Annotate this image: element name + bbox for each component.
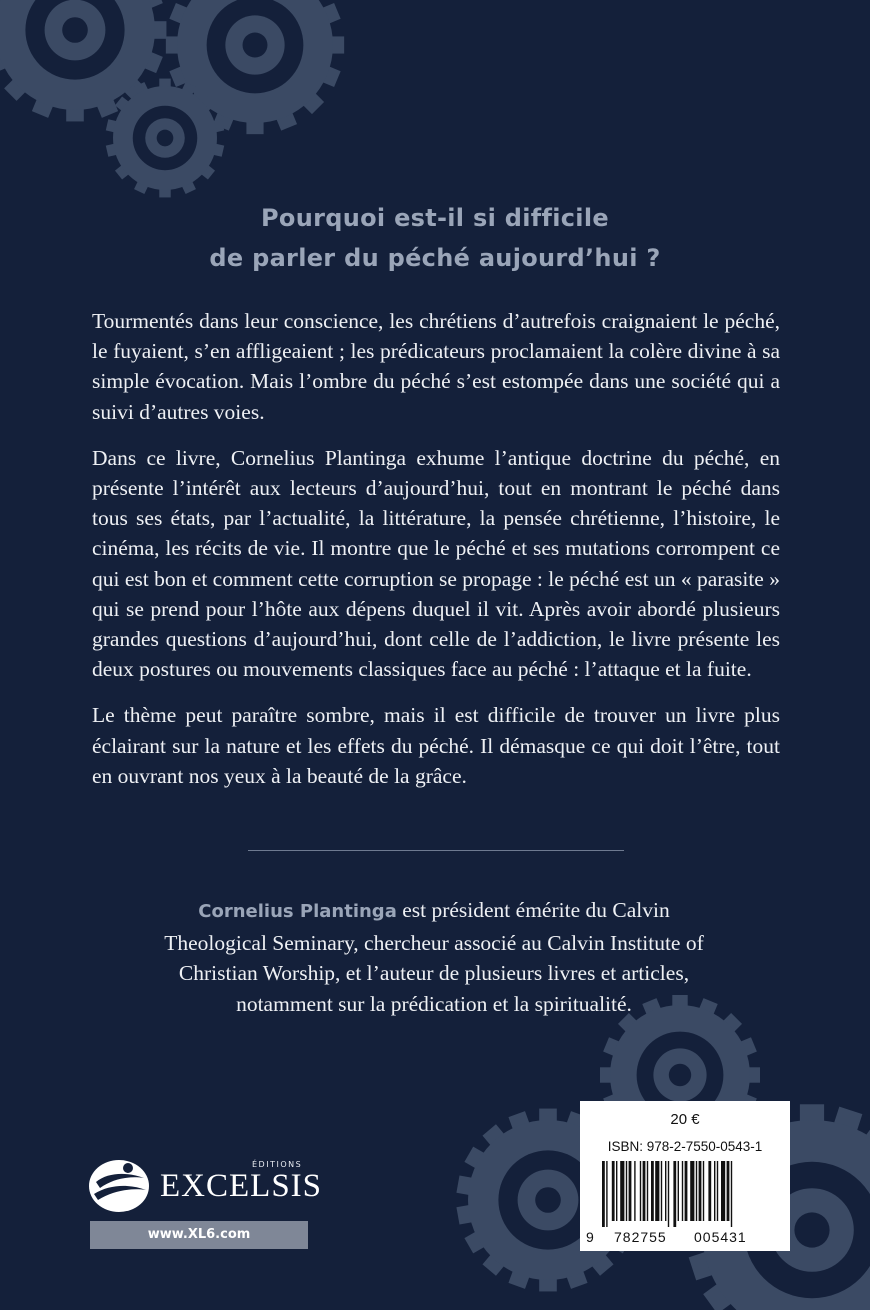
isbn: ISBN: 978-2-7550-0543-1 [607,1139,763,1154]
blurb-paragraph-3: Le thème peut paraître sombre, mais il est difficile de trouver un livre plus éclairant sur la nature et les effets du péché. Il démasque ce qui doit l’être, tout en ouvrant nos yeux à la beauté de la grâce. [92,703,780,788]
blurb [92,306,780,807]
headline-line-2: de parler du péché aujourd’hui ? [209,244,661,272]
publisher-logo [88,1158,328,1214]
barcode-digit-first: 9 [586,1229,594,1245]
divider [248,850,624,851]
publisher-small-label: ÉDITIONS [252,1160,303,1169]
publisher-logo-icon [88,1158,150,1214]
publisher-url[interactable]: www.XL6.com [90,1221,308,1249]
publisher-name: EXCELSIS [160,1168,323,1204]
blurb-paragraph-2: Dans ce livre, Cornelius Plantinga exhume l’antique doctrine du péché, en présente l’intérêt aux lecteurs d’aujourd’hui, tout en montrant le péché dans tous ses états, par l’actualité, la littérature, la pensée chrétienne, l’histoire, le cinéma, les récits de vie. Il montre que le péché et ses mutations corrompent ce qui est bon et comment cette corruption se propage : le péché est un « parasite » qui se prend pour l’hôte aux dépens duquel il vit. Après avoir abordé plusieurs grandes questions d’aujourd’hui, dont celle de l’addiction, le livre présente les deux postures ou mouvements classiques face au péché : l’attaque et la fuite. [92,445,780,682]
author-bio-text: est président émérite du Calvin Theological Seminary, chercheur associé au Calvin Institute of Christian Worship, et l’auteur de plusieurs livres et articles, notamment sur la prédication et la spiritualité. [164,898,704,1016]
barcode-icon [602,1161,772,1227]
barcode-digits-left: 782755 [614,1229,667,1245]
barcode-label [580,1101,790,1251]
author-name: Cornelius Plantinga [198,901,397,922]
price: 20 € [670,1111,700,1128]
blurb-paragraph-1: Tourmentés dans leur conscience, les chrétiens d’autrefois craignaient le péché, le fuyaient, s’en affligeaient ; les prédicateurs proclamaient la colère divine à sa simple évocation. Mais l’ombre du péché s’est estompée dans une société qui a suivi d’autres voies. [92,309,780,424]
author-bio [150,895,718,1019]
headline-line-1: Pourquoi est-il si difficile [261,204,609,232]
barcode-digits-right: 005431 [694,1229,747,1245]
headline [0,198,870,278]
